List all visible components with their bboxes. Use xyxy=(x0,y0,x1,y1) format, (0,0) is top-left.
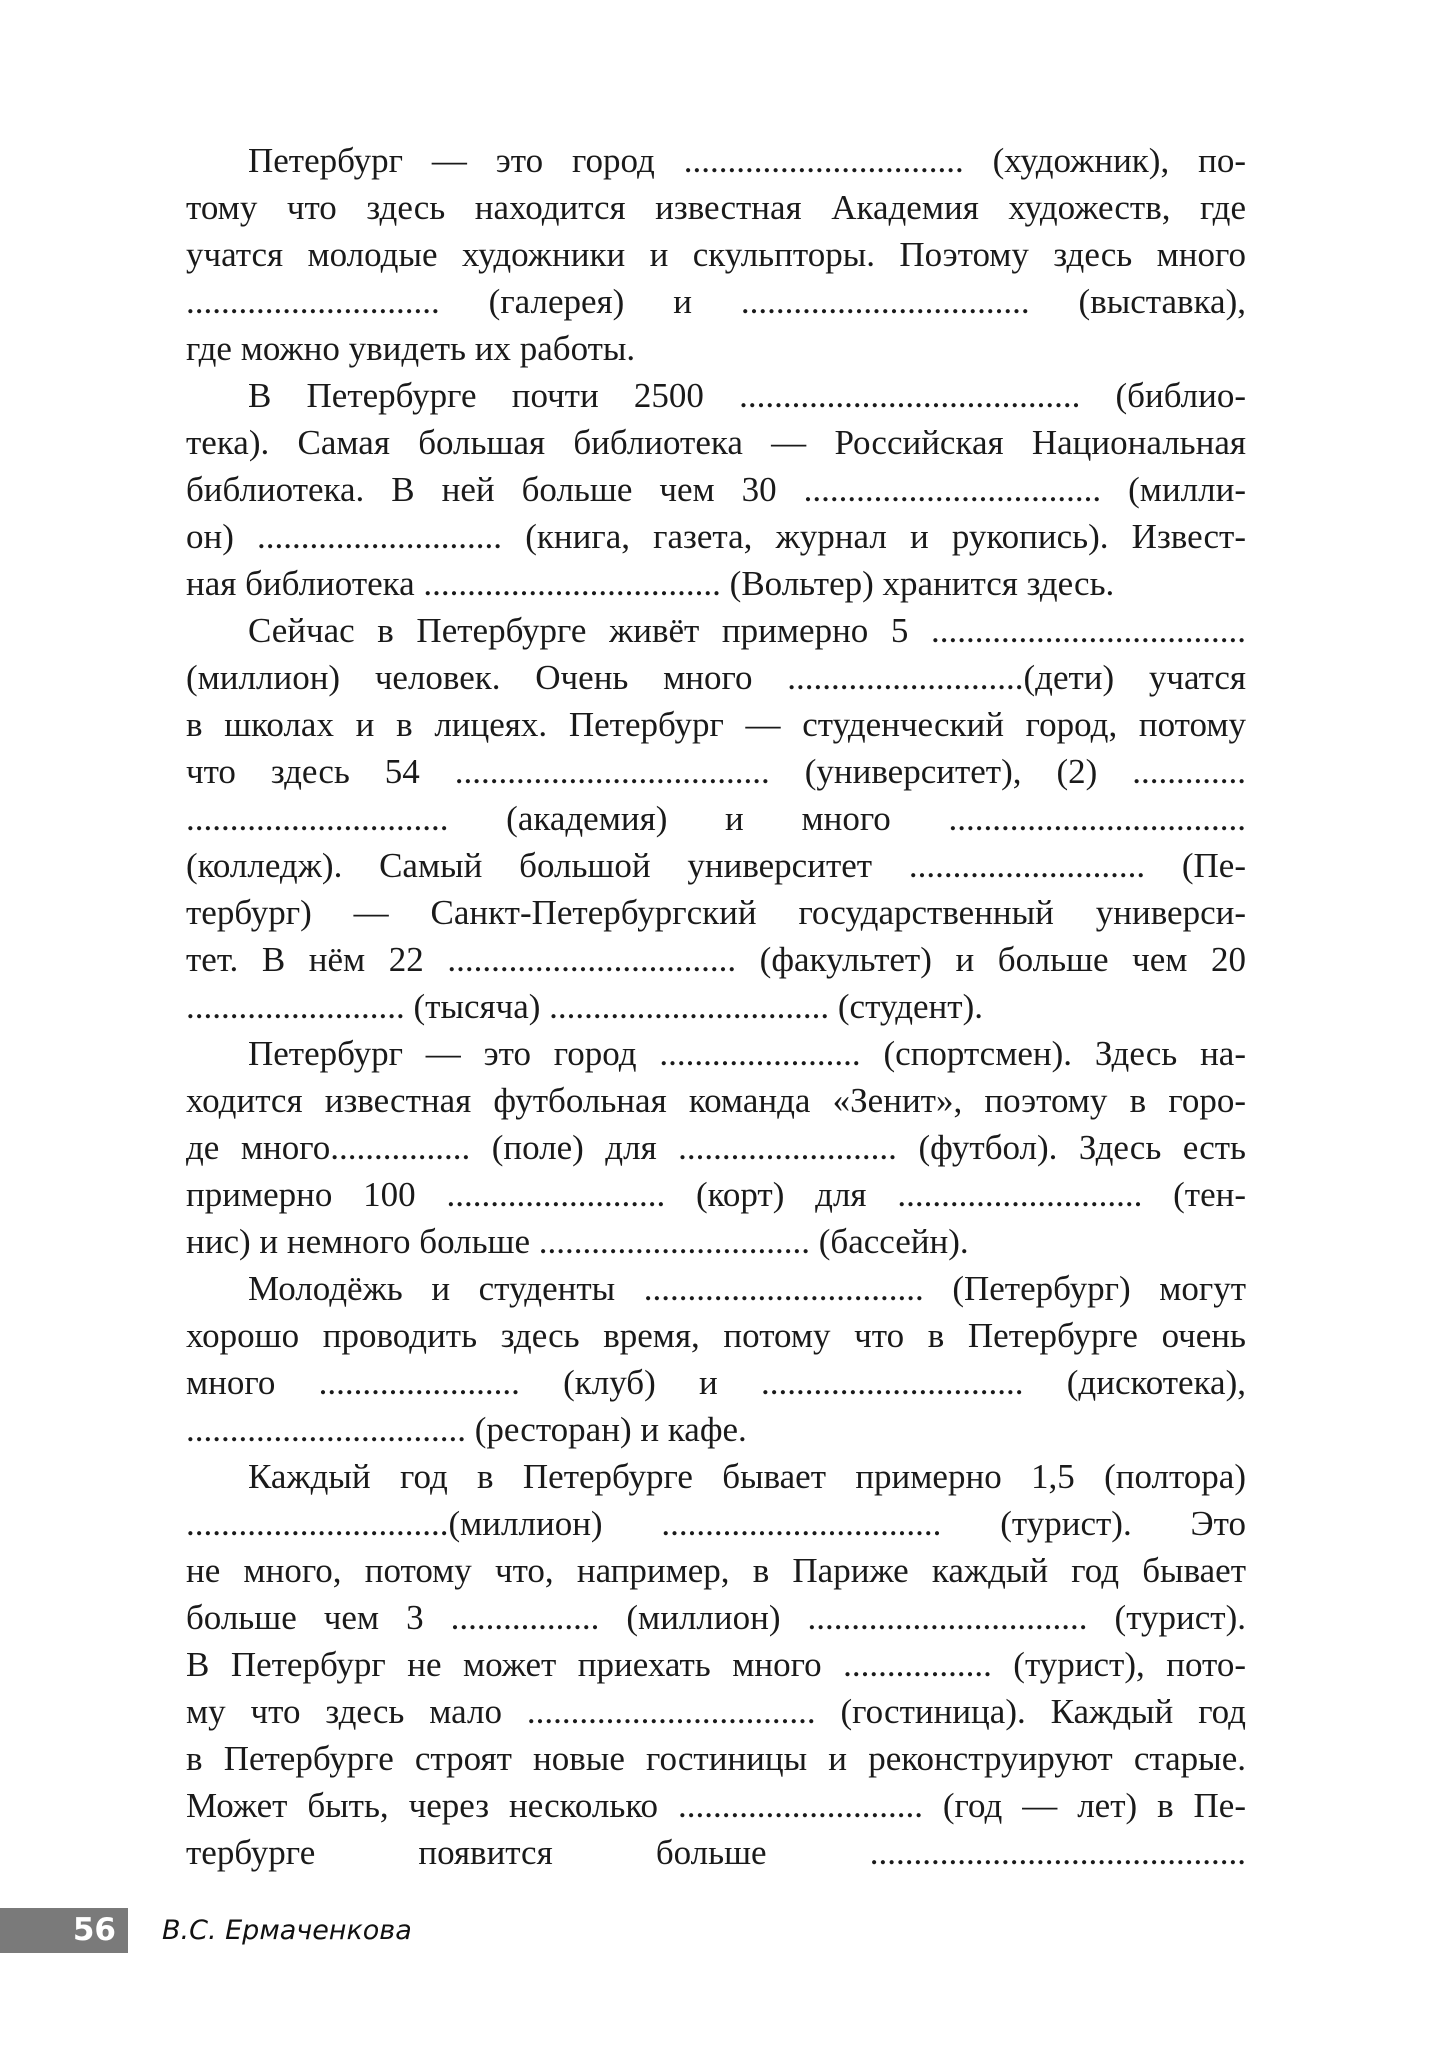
text-line: ная библиотека .................................. (Вольтер) хранится здесь. xyxy=(186,564,1115,603)
text-line: тербурге появится больше ........................................... xyxy=(186,1833,1246,1872)
paragraph xyxy=(186,1453,1246,1876)
paragraph xyxy=(186,1265,1246,1453)
text-line: в Петербурге строят новые гостиницы и реконструируют старые. xyxy=(186,1739,1246,1778)
text-line: много ....................... (клуб) и .............................. (дискотека), xyxy=(186,1363,1246,1402)
text-line: (колледж). Самый большой университет ........................... (Пе- xyxy=(186,846,1246,885)
text-line: Сейчас в Петербурге живёт примерно 5 .................................... xyxy=(248,611,1246,650)
text-line: нис) и немного больше ............................... (бассейн). xyxy=(186,1222,969,1261)
text-line: что здесь 54 .................................... (университет), (2) ............. xyxy=(186,752,1246,791)
text-line: примерно 100 ......................... (корт) для ............................ (тен- xyxy=(186,1175,1246,1214)
text-line: тому что здесь находится известная Академия художеств, где xyxy=(186,188,1246,227)
text-line: тет. В нём 22 ................................. (факультет) и больше чем 20 xyxy=(186,940,1246,979)
text-line: учатся молодые художники и скульпторы. Поэтому здесь много xyxy=(186,235,1246,274)
text-line: .............................. (академия) и много .................................. xyxy=(186,799,1246,838)
text-line: Петербург — это город ................................ (художник), по- xyxy=(248,141,1246,180)
text-line: В Петербурге почти 2500 ....................................... (библио- xyxy=(248,376,1246,415)
text-line: не много, потому что, например, в Париже каждый год бывает xyxy=(186,1551,1246,1590)
paragraph xyxy=(186,607,1246,1030)
text-line: Молодёжь и студенты ................................ (Петербург) могут xyxy=(248,1269,1246,1308)
text-line: Каждый год в Петербурге бывает примерно 1,5 (полтора) xyxy=(248,1457,1246,1496)
text-line: де много................ (поле) для ......................... (футбол). Здесь есть xyxy=(186,1128,1246,1167)
text-line: он) ............................ (книга, газета, журнал и рукопись). Извест- xyxy=(186,517,1246,556)
text-line: ................................ (ресторан) и кафе. xyxy=(186,1410,747,1449)
page-number: 56 xyxy=(0,1908,128,1953)
text-line: хорошо проводить здесь время, потому что в Петербурге очень xyxy=(186,1316,1246,1355)
text-line: тербург) — Санкт-Петербургский государственный универси- xyxy=(186,893,1246,932)
text-line: В Петербург не может приехать много ................. (турист), пото- xyxy=(186,1645,1246,1684)
text-line: библиотека. В ней больше чем 30 .................................. (милли- xyxy=(186,470,1246,509)
paragraph xyxy=(186,372,1246,607)
author-name: В.С. Ермаченкова xyxy=(162,1915,412,1946)
text-line: где можно увидеть их работы. xyxy=(186,329,636,368)
text-line: тека). Самая большая библиотека — Российская Национальная xyxy=(186,423,1246,462)
text-line: в школах и в лицеях. Петербург — студенческий город, потому xyxy=(186,705,1246,744)
text-line: му что здесь мало ................................. (гостиница). Каждый год xyxy=(186,1692,1246,1731)
text-line: ходится известная футбольная команда «Зенит», поэтому в горо- xyxy=(186,1081,1246,1120)
text-line: Петербург — это город ....................... (спортсмен). Здесь на- xyxy=(248,1034,1246,1073)
text-line: Может быть, через несколько ............................ (год — лет) в Пе- xyxy=(186,1786,1246,1825)
text-line: ......................... (тысяча) ................................ (студент). xyxy=(186,987,983,1026)
paragraph xyxy=(186,1030,1246,1265)
text-line: ..............................(миллион) ................................ (турист). Это xyxy=(186,1504,1246,1543)
exercise-text xyxy=(186,137,1246,1876)
paragraph xyxy=(186,137,1246,372)
text-line: (миллион) человек. Очень много ...........................(дети) учатся xyxy=(186,658,1246,697)
text-line: ............................. (галерея) и ................................. (выставка), xyxy=(186,282,1246,321)
text-line: больше чем 3 ................. (миллион) ................................ (турист). xyxy=(186,1598,1246,1637)
